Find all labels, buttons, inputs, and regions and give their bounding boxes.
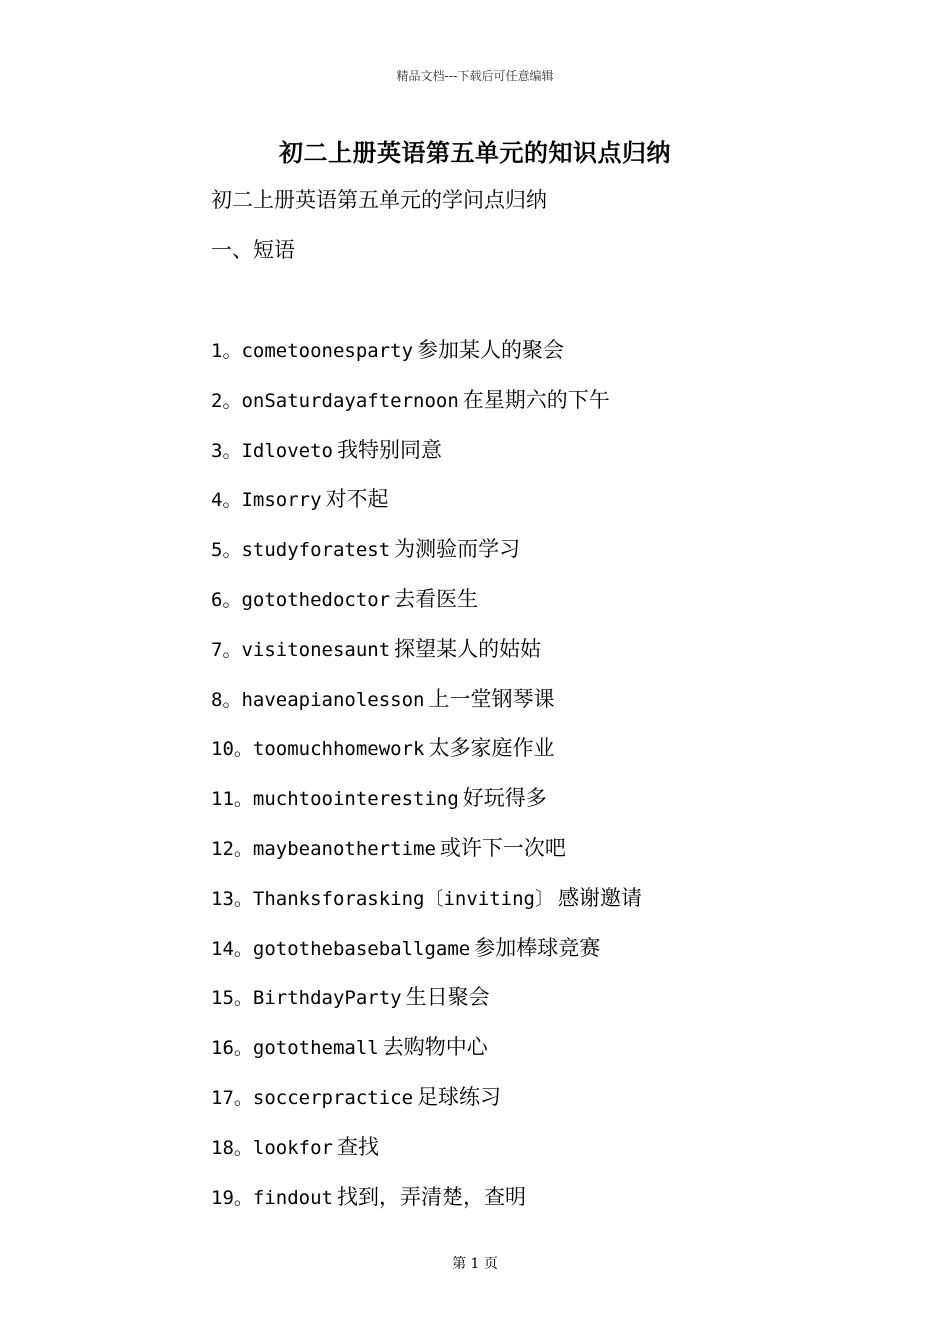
- item-number: 1。: [211, 340, 242, 362]
- item-number: 11。: [211, 788, 253, 811]
- english-phrase: toomuchhomework: [252, 738, 425, 761]
- chinese-meaning: 好玩得多: [462, 786, 547, 811]
- item-number: 12。: [211, 837, 253, 860]
- chinese-meaning: 探望某人的姑姑: [394, 636, 542, 661]
- english-phrase: haveapianolesson: [241, 688, 425, 711]
- document-title: 初二上册英语第五单元的知识点归纳: [279, 138, 671, 167]
- chinese-meaning: 在星期六的下午: [462, 387, 610, 412]
- item-number: 7。: [211, 638, 242, 661]
- chinese-meaning: 太多家庭作业: [428, 736, 555, 761]
- item-number: 6。: [211, 588, 242, 611]
- chinese-meaning: 足球练习: [417, 1084, 502, 1109]
- chinese-meaning: 去购物中心: [382, 1035, 488, 1060]
- list-item: [211, 733, 642, 783]
- list-item: [211, 484, 642, 534]
- chinese-meaning: 参加棒球竞赛: [474, 935, 601, 960]
- english-phrase: Imsorry: [241, 489, 322, 512]
- page-footer: 第 1 页: [452, 1256, 498, 1272]
- english-phrase: Idloveto: [241, 439, 333, 462]
- list-item: [211, 1082, 642, 1132]
- chinese-meaning: 或许下一次吧: [439, 835, 566, 860]
- item-number: 5。: [211, 539, 242, 562]
- list-item: [211, 1182, 642, 1232]
- chinese-meaning: 参加某人的聚会: [417, 338, 565, 362]
- english-phrase: gotothedoctor: [241, 588, 391, 611]
- list-item: [211, 385, 642, 435]
- chinese-meaning: 为测验而学习: [394, 537, 521, 562]
- list-item: [211, 783, 642, 833]
- english-phrase: soccerpractice: [252, 1086, 414, 1109]
- english-phrase: maybeanothertime: [252, 837, 436, 860]
- english-phrase: Thanksforasking〔inviting〕: [252, 887, 554, 910]
- list-item: [211, 684, 642, 734]
- item-number: 17。: [211, 1086, 253, 1109]
- chinese-meaning: 找到，弄清楚，查明: [336, 1184, 526, 1209]
- english-phrase: studyforatest: [241, 539, 391, 562]
- english-phrase: findout: [252, 1186, 333, 1209]
- english-phrase: cometoonesparty: [241, 340, 414, 362]
- list-item: [211, 1032, 642, 1082]
- item-number: 4。: [211, 489, 242, 512]
- list-item: [211, 933, 642, 983]
- chinese-meaning: 感谢邀请: [558, 885, 642, 910]
- item-number: 3。: [211, 439, 242, 462]
- chinese-meaning: 查找: [336, 1134, 379, 1159]
- english-phrase: BirthdayParty: [252, 987, 402, 1010]
- english-phrase: gotothemall: [252, 1037, 379, 1060]
- list-item: [211, 335, 642, 385]
- section-heading-phrases: 一、短语: [211, 238, 295, 262]
- item-number: 18。: [211, 1136, 253, 1159]
- chinese-meaning: 上一堂钢琴课: [428, 686, 555, 711]
- list-item: [211, 833, 642, 883]
- page-header: 精品文档---下载后可任意编辑: [396, 69, 554, 83]
- chinese-meaning: 我特别同意: [336, 437, 442, 462]
- list-item: [211, 634, 642, 684]
- list-item: [211, 435, 642, 485]
- list-item: [211, 534, 642, 584]
- list-item: [211, 982, 642, 1032]
- item-number: 16。: [211, 1037, 253, 1060]
- item-number: 2。: [211, 389, 242, 412]
- list-item: [211, 1132, 642, 1182]
- list-item: [211, 883, 642, 933]
- chinese-meaning: 生日聚会: [405, 985, 490, 1010]
- item-number: 19。: [211, 1186, 253, 1209]
- document-subtitle: 初二上册英语第五单元的学问点归纳: [211, 188, 547, 212]
- item-number: 10。: [211, 738, 253, 761]
- phrase-list: [211, 335, 642, 1231]
- item-number: 8。: [211, 688, 242, 711]
- english-phrase: visitonesaunt: [241, 638, 391, 661]
- item-number: 13。: [211, 887, 253, 910]
- chinese-meaning: 去看医生: [394, 586, 479, 611]
- english-phrase: lookfor: [252, 1136, 333, 1159]
- english-phrase: gotothebaseballgame: [252, 937, 471, 960]
- english-phrase: onSaturdayafternoon: [241, 389, 459, 412]
- chinese-meaning: 对不起: [325, 487, 389, 512]
- item-number: 14。: [211, 937, 253, 960]
- item-number: 15。: [211, 987, 253, 1010]
- english-phrase: muchtoointeresting: [252, 788, 459, 811]
- list-item: [211, 584, 642, 634]
